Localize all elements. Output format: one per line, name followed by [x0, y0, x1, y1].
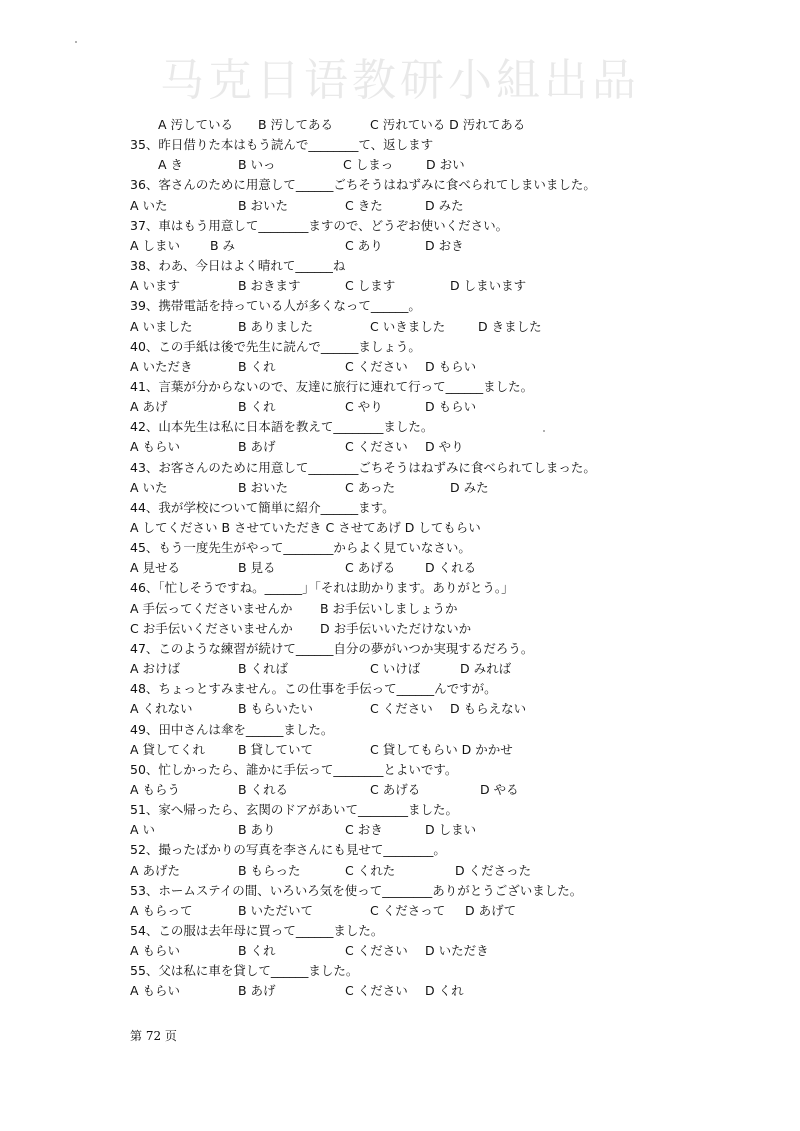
- question-text: 44、我が学校について簡単に紹介______ます。: [130, 499, 395, 515]
- answer-option: D みた: [450, 479, 489, 495]
- question-text: 53、ホームステイの間、いろいろ気を使って________ありがとうございました。: [130, 882, 583, 898]
- question-text: 37、車はもう用意して________ますので、どうぞお使いください。: [130, 217, 509, 233]
- answer-option: A いました: [130, 318, 193, 334]
- question-text: 52、撮ったばかりの写真を李さんにも見せて________。: [130, 842, 446, 858]
- answer-option: D みれば: [460, 661, 512, 677]
- answer-option: D もらえない: [450, 701, 527, 717]
- answer-option: C くださって: [370, 902, 446, 918]
- answer-option: A 手伝ってくださいませんか: [130, 600, 293, 616]
- question-text: 38、わあ、今日はよく晴れて______ね: [130, 258, 346, 274]
- question-text: 50、忙しかったら、誰かに手伝って________とよいです。: [130, 761, 458, 777]
- scan-speck: [75, 41, 77, 43]
- question-text: 35、昨日借りた本はもう読んで________て、返します: [130, 137, 434, 153]
- answer-option: B あげ: [238, 439, 276, 455]
- answer-option: D おき: [425, 237, 464, 253]
- answer-option: C あげる: [345, 560, 396, 576]
- answer-option: C きた: [345, 197, 383, 213]
- answer-option: C しまっ: [343, 157, 394, 173]
- answer-option: D くださった: [455, 862, 532, 878]
- answer-option: B おいた: [238, 197, 289, 213]
- question-text: 51、家へ帰ったら、玄関のドアがあいて________ました。: [130, 802, 459, 818]
- answer-option: D やり: [425, 439, 464, 455]
- answer-option: B もらいたい: [238, 701, 314, 717]
- answer-option: A もらい: [130, 943, 181, 959]
- question-text: 45、もう一度先生がやって________からよく見ていなさい。: [130, 540, 471, 556]
- question-text: 47、このような練習が続けて______自分の夢がいつか実現するだろう。: [130, 640, 534, 656]
- answer-option: A 貸してくれ: [130, 741, 206, 757]
- answer-option: A いただき: [130, 358, 193, 374]
- question-text: 41、言葉が分からないので、友達に旅行に連れて行って______ました。: [130, 378, 534, 394]
- answer-option: C 貸してもらい D かかせ: [370, 741, 513, 757]
- answer-option: A い: [130, 822, 156, 838]
- answer-option: A してください B させていただき C させてあげ D してもらい: [130, 520, 481, 535]
- question-text: 55、父は私に車を貸して______ました。: [130, 963, 359, 979]
- answer-option: B 貸していて: [238, 741, 314, 757]
- answer-option: D くれる: [425, 560, 477, 576]
- question-text: 43、お客さんのために用意して________ごちそうはねずみに食べられてしまった。: [130, 459, 596, 475]
- answer-option: B くれ: [238, 399, 276, 415]
- answer-option: C あり: [345, 237, 383, 253]
- answer-option: C ください: [345, 358, 408, 374]
- question-text: 39、携帯電話を持っている人が多くなって______。: [130, 298, 421, 314]
- answer-option: C ください: [370, 701, 433, 717]
- answer-option: B おきます: [238, 278, 301, 294]
- answer-option: D きました: [478, 318, 542, 334]
- question-text: 48、ちょっとすみません。この仕事を手伝って______んですが。: [130, 681, 497, 697]
- answer-option: D もらい: [425, 399, 477, 415]
- answer-option: B ありました: [238, 318, 314, 334]
- answer-option: C 汚れている D 汚れてある: [370, 117, 526, 132]
- question-text: 49、田中さんは傘を______ました。: [130, 721, 334, 737]
- answer-option: D しまいます: [450, 278, 527, 294]
- answer-option: B おいた: [238, 479, 289, 495]
- answer-option: A 見せる: [130, 560, 181, 576]
- answer-option: D しまい: [425, 822, 477, 838]
- answer-option: A おけば: [130, 661, 181, 677]
- answer-option: D いただき: [425, 943, 489, 959]
- answer-option: B くれ: [238, 943, 276, 959]
- answer-option: A いた: [130, 197, 168, 213]
- answer-option: B いっ: [238, 157, 276, 173]
- answer-option: A あげた: [130, 862, 181, 878]
- answer-option: B 見る: [238, 560, 276, 576]
- answer-option: C ください: [345, 943, 408, 959]
- answer-option: B もらった: [238, 862, 301, 878]
- answer-option: B あげ: [238, 983, 276, 999]
- answer-option: D やる: [480, 781, 519, 797]
- question-text: 36、客さんのために用意して______ごちそうはねずみに食べられてしまいました。: [130, 177, 596, 193]
- answer-option: B あり: [238, 822, 276, 838]
- answer-option: A いた: [130, 479, 168, 495]
- answer-option: B いただいて: [238, 902, 314, 918]
- answer-option: A しまい: [130, 237, 181, 253]
- answer-option: B お手伝いしましょうか: [320, 600, 458, 616]
- answer-option: D お手伝いいただけないか: [320, 620, 472, 636]
- answer-option: C やり: [345, 399, 383, 415]
- page-number: 第 72 页: [130, 1029, 177, 1043]
- answer-option: D おい: [426, 157, 465, 173]
- answer-option: B 汚してある: [258, 117, 334, 132]
- answer-option: C あった: [345, 479, 396, 495]
- answer-option: A もらい: [130, 439, 181, 455]
- answer-option: C ください: [345, 983, 408, 999]
- answer-option: D みた: [425, 197, 464, 213]
- answer-option: A き: [158, 157, 184, 173]
- answer-option: A います: [130, 278, 181, 294]
- answer-option: C します: [345, 278, 396, 294]
- question-text: 42、山本先生は私に日本語を教えて________ました。: [130, 419, 434, 435]
- answer-option: A あげ: [130, 399, 168, 415]
- watermark: 马克日语教研小組出品: [160, 55, 640, 106]
- answer-option: C あげる: [370, 781, 421, 797]
- answer-option: B くれ: [238, 358, 276, 374]
- answer-option: B くれば: [238, 661, 289, 677]
- answer-option: C ください: [345, 439, 408, 455]
- answer-option: B み: [210, 237, 236, 253]
- answer-option: D くれ: [425, 983, 464, 999]
- answer-option: C いけば: [370, 661, 421, 677]
- answer-option: C くれた: [345, 862, 396, 878]
- answer-option: D あげて: [465, 902, 517, 918]
- question-text: 40、この手紙は後で先生に読んで______ましょう。: [130, 338, 421, 354]
- answer-option: D もらい: [425, 358, 477, 374]
- answer-option: B くれる: [238, 781, 289, 797]
- question-text: 54、この服は去年母に買って______ました。: [130, 923, 384, 938]
- answer-option: A もらう: [130, 781, 181, 797]
- question-text: 46、「忙しそうですね。______」「それは助かります。ありがとう。」: [130, 580, 514, 596]
- answer-option: A くれない: [130, 701, 193, 717]
- answer-option: C お手伝いくださいませんか: [130, 620, 293, 636]
- answer-option: C おき: [345, 822, 383, 838]
- answer-option: A 汚している: [158, 117, 234, 132]
- answer-option: A もらい: [130, 983, 181, 999]
- scan-speck: [543, 430, 545, 432]
- answer-option: A もらって: [130, 902, 193, 918]
- answer-option: C いきました: [370, 318, 446, 334]
